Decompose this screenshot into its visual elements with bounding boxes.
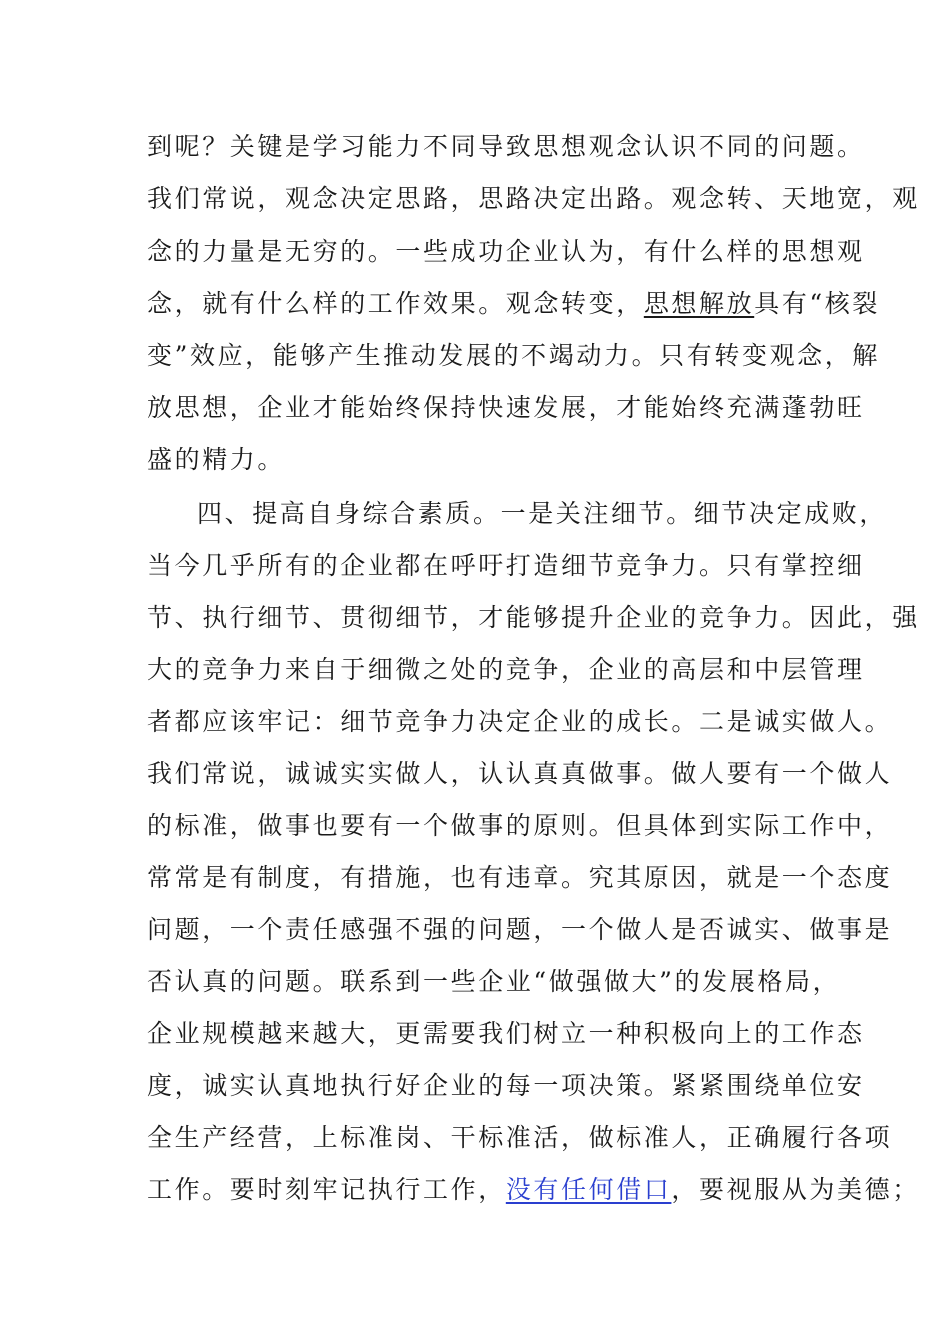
hyperlink[interactable]: 没有任何借口 [505,1175,672,1204]
paragraph-line: 放思想，企业才能始终保持快速发展，才能始终充满蓬勃旺 [147,393,865,422]
paragraph-line: 度，诚实认真地执行好企业的每一项决策。紧紧围绕单位安 [147,1071,865,1100]
paragraph-line: 者都应该牢记：细节竞争力决定企业的成长。二是诚实做人。 [147,707,893,736]
paragraph-line: 四、提高自身综合素质。一是关注细节。细节决定成败， [197,499,888,528]
text-segment: ，要视服从为美德； [671,1175,920,1204]
paragraph-line: 的标准，做事也要有一个做事的原则。但具体到实际工作中， [147,811,893,840]
paragraph-line: 常常是有制度，有措施，也有违章。究其原因，就是一个态度 [147,863,893,892]
paragraph-line: 大的竞争力来自于细微之处的竞争，企业的高层和中层管理 [147,655,865,684]
paragraph-line: 我们常说，诚诚实实做人，认认真真做事。做人要有一个做人 [147,759,893,788]
paragraph-line: 企业规模越来越大，更需要我们树立一种积极向上的工作态 [147,1019,865,1048]
paragraph-line: 节、执行细节、贯彻细节，才能够提升企业的竞争力。因此，强 [147,603,920,632]
paragraph-line [147,1174,920,1206]
paragraph-line: 盛的精力。 [147,445,286,474]
paragraph-line: 全生产经营，上标准岗、干标准活，做标准人，正确履行各项 [147,1123,893,1152]
paragraph-line: 否认真的问题。联系到一些企业“做强做大”的发展格局， [147,967,841,996]
text-segment: 工作。要时刻牢记执行工作， [147,1175,506,1204]
paragraph-line: 当今几乎所有的企业都在呼吁打造细节竞争力。只有掌控细 [147,551,865,580]
underlined-phrase: 思想解放 [643,289,755,318]
paragraph-line: 问题，一个责任感强不强的问题，一个做人是否诚实、做事是 [147,915,893,944]
text-segment: 具有“核裂 [754,289,880,318]
paragraph-line: 念的力量是无穷的。一些成功企业认为，有什么样的思想观 [147,237,865,266]
paragraph-line [147,288,880,320]
paragraph-line: 变”效应，能够产生推动发展的不竭动力。只有转变观念，解 [147,341,880,370]
paragraph-line: 我们常说，观念决定思路，思路决定出路。观念转、天地宽，观 [147,184,920,213]
paragraph-line: 到呢？关键是学习能力不同导致思想观念认识不同的问题。 [147,132,865,161]
text-segment: 念，就有什么样的工作效果。观念转变， [147,289,644,318]
